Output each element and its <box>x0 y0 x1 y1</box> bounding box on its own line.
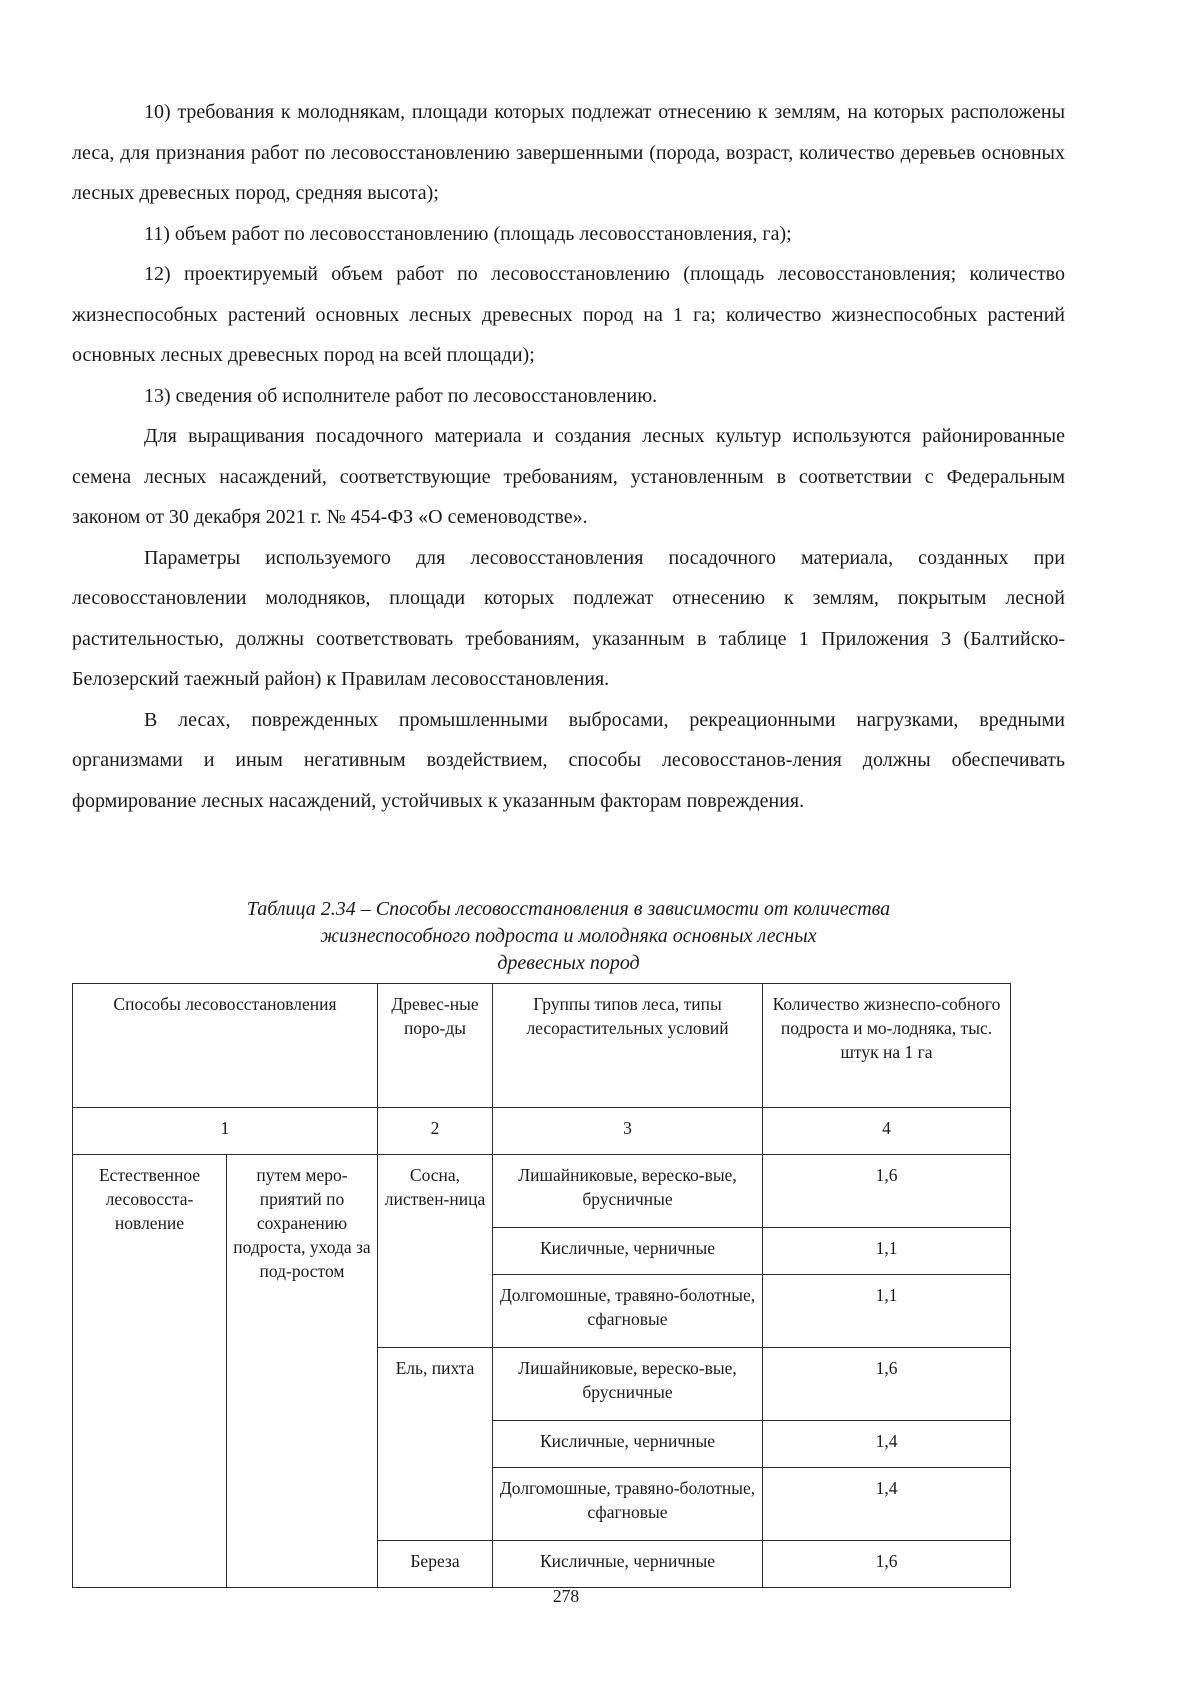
count-cell: 1,6 <box>763 1348 1011 1421</box>
count-cell: 1,6 <box>763 1541 1011 1588</box>
paragraph-seeds: Для выращивания посадочного материала и создания лесных культур используются районированные семена лесных насаждений, соответствующие требованиям, установленным в соответствии с Федеральным законом от 30 декабря 2021 г. № 454-ФЗ «О семеноводстве». <box>72 425 1065 528</box>
paragraph-item-12: 12) проектируемый объем работ по лесовосстановлению (площадь лесовосстановления; количество жизнеспособных растений основных лесных древесных пород на 1 га; количество жизнеспособных растений основных лесных древесных пород на всей площади); <box>72 263 1065 366</box>
count-cell: 1,1 <box>763 1275 1011 1348</box>
forest-type-cell: Долгомошные, травяно-болотные, сфагновые <box>493 1468 763 1541</box>
forest-type-cell: Долгомошные, травяно-болотные, сфагновые <box>493 1275 763 1348</box>
table-row <box>73 1155 1011 1228</box>
count-cell: 1,4 <box>763 1421 1011 1468</box>
species-cell-pine: Сосна, листвен-ница <box>378 1155 493 1348</box>
count-cell: 1,4 <box>763 1468 1011 1541</box>
reforestation-methods-table <box>72 983 1011 1588</box>
submethod-cell: путем меро-приятий по сохранению подроста, ухода за под-ростом <box>227 1155 378 1588</box>
header-species: Древес-ные поро-ды <box>378 984 493 1108</box>
table-column-numbers-row <box>73 1108 1011 1155</box>
document-body <box>72 92 1065 821</box>
paragraph-planting-material: Параметры используемого для лесовосстановления посадочного материала, созданных при лесовосстановлении молодняков, площади которых подлежат отнесению к землям, покрытым лесной растительностью, должны соответствовать требованиям, указанным в таблице 1 Приложения 3 (Балтийско-Белозерский таежный район) к Правилам лесовосстановления. <box>72 546 1065 690</box>
column-number: 2 <box>378 1108 493 1155</box>
paragraph-item-13: 13) сведения об исполнителе работ по лесовосстановлению. <box>144 384 658 407</box>
header-methods: Способы лесовосстановления <box>73 984 378 1108</box>
table-caption <box>72 896 1065 977</box>
method-cell: Естественное лесовосста-новление <box>73 1155 227 1588</box>
forest-type-cell: Кисличные, черничные <box>493 1421 763 1468</box>
forest-type-cell: Лишайниковые, вереско-вые, брусничные <box>493 1155 763 1228</box>
species-cell-birch: Береза <box>378 1541 493 1588</box>
header-forest-types: Группы типов леса, типы лесорастительных условий <box>493 984 763 1108</box>
table-caption-line: Таблица 2.34 – Способы лесовосстановления в зависимости от количества <box>246 898 891 920</box>
column-number: 1 <box>73 1108 378 1155</box>
paragraph-item-11: 11) объем работ по лесовосстановлению (площадь лесовосстановления, га); <box>144 222 792 245</box>
column-number: 3 <box>493 1108 763 1155</box>
paragraph-item-10: 10) требования к молоднякам, площади которых подлежат отнесению к землям, на которых расположены леса, для признания работ по лесовосстановлению завершенными (порода, возраст, количество деревьев основных лесных древесных пород, средняя высота); <box>72 101 1065 204</box>
column-number: 4 <box>763 1108 1011 1155</box>
species-cell-spruce: Ель, пихта <box>378 1348 493 1541</box>
table-header-row <box>73 984 1011 1108</box>
table-caption-line: древесных пород <box>497 952 640 974</box>
paragraph-damaged-forests: В лесах, поврежденных промышленными выбросами, рекреационными нагрузками, вредными организмами и иным негативным воздействием, способы лесовосстанов-ления должны обеспечивать формирование лесных насаждений, устойчивых к указанным факторам повреждения. <box>72 708 1065 812</box>
forest-type-cell: Кисличные, черничные <box>493 1541 763 1588</box>
count-cell: 1,6 <box>763 1155 1011 1228</box>
page-number: 278 <box>552 1586 580 1606</box>
header-count: Количество жизнеспо-собного подроста и мо-лодняка, тыс. штук на 1 га <box>763 984 1011 1108</box>
table-caption-line: жизнеспособного подроста и молодняка основных лесных <box>320 925 817 947</box>
forest-type-cell: Лишайниковые, вереско-вые, брусничные <box>493 1348 763 1421</box>
forest-type-cell: Кисличные, черничные <box>493 1228 763 1275</box>
count-cell: 1,1 <box>763 1228 1011 1275</box>
